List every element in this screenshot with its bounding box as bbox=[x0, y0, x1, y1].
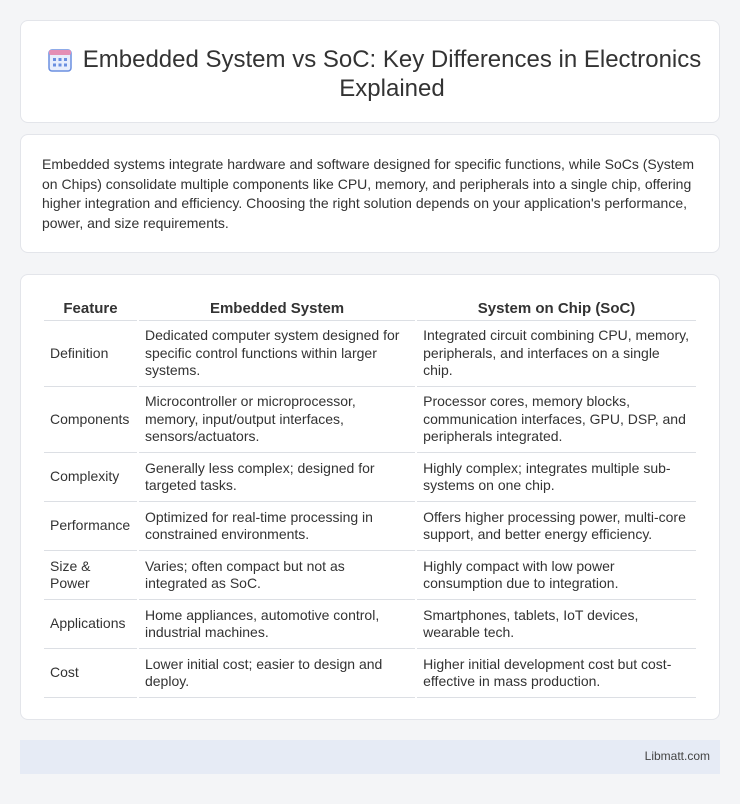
cell-feature: Definition bbox=[44, 321, 137, 387]
table-header-row bbox=[44, 295, 696, 321]
comparison-card bbox=[20, 274, 720, 720]
footer-brand: Libmatt.com bbox=[644, 749, 710, 763]
cell-feature: Performance bbox=[44, 502, 137, 551]
cell-feature: Applications bbox=[44, 600, 137, 649]
header-feature: Feature bbox=[44, 295, 137, 321]
table-row bbox=[44, 502, 696, 551]
cell-soc: Smartphones, tablets, IoT devices, wearable tech. bbox=[417, 600, 696, 649]
cell-soc: Higher initial development cost but cost-effective in mass production. bbox=[417, 649, 696, 698]
footer-bar bbox=[20, 740, 720, 774]
header-soc: System on Chip (SoC) bbox=[417, 295, 696, 321]
cell-feature: Complexity bbox=[44, 453, 137, 502]
table-row bbox=[44, 551, 696, 600]
cell-embedded: Varies; often compact but not as integrated as SoC. bbox=[139, 551, 415, 600]
summary-card bbox=[20, 134, 720, 253]
cell-feature: Components bbox=[44, 387, 137, 453]
cell-embedded: Generally less complex; designed for targeted tasks. bbox=[139, 453, 415, 502]
table-row bbox=[44, 453, 696, 502]
summary-text: Embedded systems integrate hardware and software designed for specific functions, while SoCs (System on Chips) consolidate multiple components like CPU, memory, and peripherals into a single chip, offering higher integration and efficiency. Choosing the right solution depends on your application's performance, power, and size requirements. bbox=[42, 156, 695, 231]
cell-soc: Integrated circuit combining CPU, memory, peripherals, and interfaces on a single chip. bbox=[417, 321, 696, 387]
cell-feature: Cost bbox=[44, 649, 137, 698]
comparison-table bbox=[42, 295, 698, 698]
cell-feature: Size & Power bbox=[44, 551, 137, 600]
cell-embedded: Optimized for real-time processing in constrained environments. bbox=[139, 502, 415, 551]
header-embedded: Embedded System bbox=[139, 295, 415, 321]
cell-soc: Highly compact with low power consumption due to integration. bbox=[417, 551, 696, 600]
table-row bbox=[44, 600, 696, 649]
calendar-grid-icon bbox=[47, 47, 73, 73]
table-row bbox=[44, 321, 696, 387]
table-row bbox=[44, 387, 696, 453]
cell-embedded: Home appliances, automotive control, industrial machines. bbox=[139, 600, 415, 649]
table-row bbox=[44, 649, 696, 698]
cell-embedded: Dedicated computer system designed for specific control functions within larger systems. bbox=[139, 321, 415, 387]
cell-embedded: Lower initial cost; easier to design and deploy. bbox=[139, 649, 415, 698]
header-card bbox=[20, 20, 720, 123]
cell-soc: Highly complex; integrates multiple sub-systems on one chip. bbox=[417, 453, 696, 502]
page-title: Embedded System vs SoC: Key Differences in Electronics Explained bbox=[82, 46, 702, 102]
cell-embedded: Microcontroller or microprocessor, memory, input/output interfaces, sensors/actuators. bbox=[139, 387, 415, 453]
cell-soc: Offers higher processing power, multi-core support, and better energy efficiency. bbox=[417, 502, 696, 551]
cell-soc: Processor cores, memory blocks, communication interfaces, GPU, DSP, and peripherals integrated. bbox=[417, 387, 696, 453]
